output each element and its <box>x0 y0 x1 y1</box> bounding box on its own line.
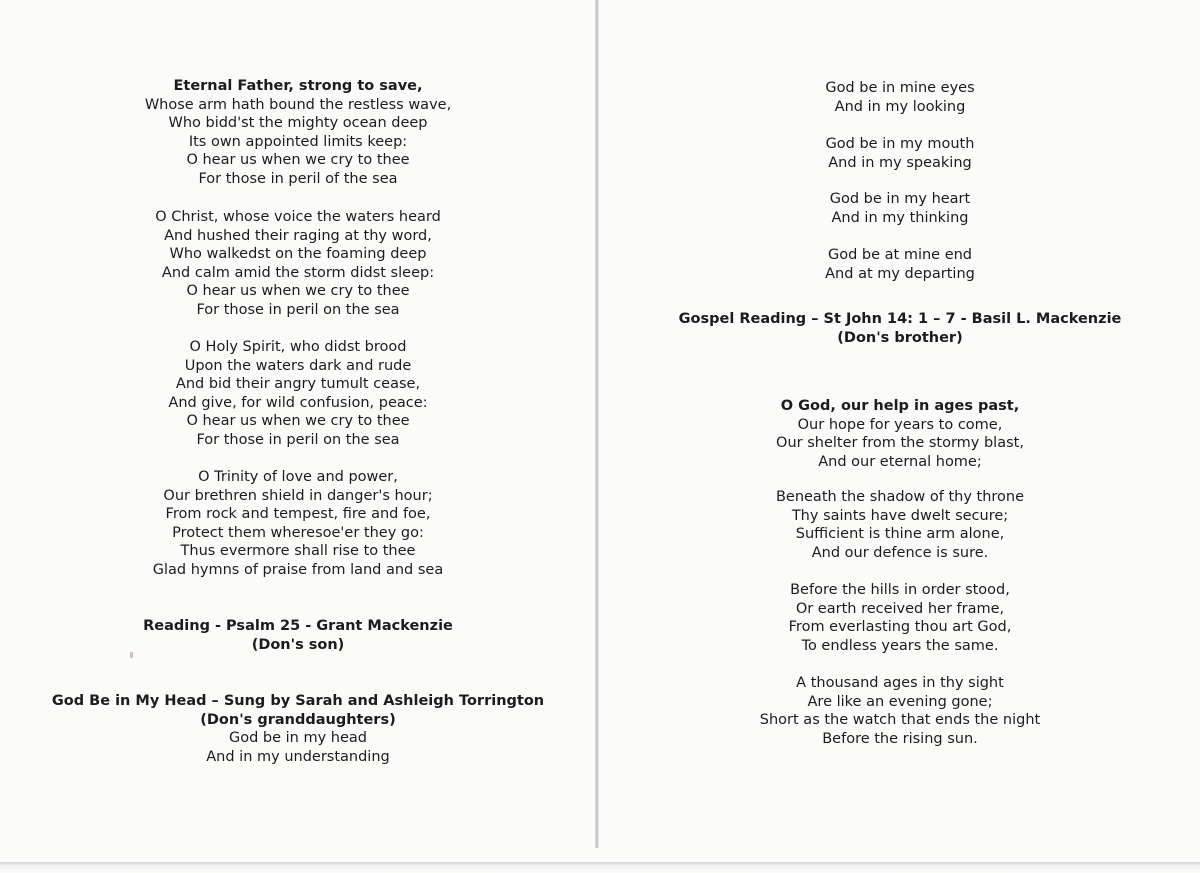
song-verse-eyes <box>600 79 1200 116</box>
hymn-line: Who bidd'st the mighty ocean deep <box>168 115 428 131</box>
song-line: And in my thinking <box>831 209 969 226</box>
hymn-line: O hear us when we cry to thee <box>186 152 410 168</box>
song-line: And at my departing <box>825 265 975 282</box>
hymn-line: A thousand ages in thy sight <box>796 675 1004 691</box>
hymn-line: From everlasting thou art God, <box>788 619 1012 635</box>
hymn-eternal-father-verse-4 <box>0 468 596 579</box>
reading-heading: Reading - Psalm 25 - Grant Mackenzie <box>143 618 453 634</box>
hymn-line: And bid their angry tumult cease, <box>175 376 421 392</box>
hymn-eternal-father-verse-1 <box>0 77 596 188</box>
song-heading: God Be in My Head – Sung by Sarah and Ashleigh Torrington <box>51 693 545 709</box>
hymn-line: Thus evermore shall rise to thee <box>180 543 416 559</box>
hymn-line: Short as the watch that ends the night <box>759 712 1041 728</box>
song-subheading: (Don's granddaughters) <box>200 711 396 728</box>
hymn-line: Our brethren shield in danger's hour; <box>163 487 433 504</box>
hymn-title: O God, our help in ages past, <box>780 398 1020 414</box>
hymn-line: For those in peril of the sea <box>198 170 398 187</box>
song-verse-end <box>600 246 1200 283</box>
song-line: God be at mine end <box>827 247 973 263</box>
gospel-subheading: (Don's brother) <box>837 329 963 346</box>
hymn-line: And our eternal home; <box>818 453 982 470</box>
hymn-line: Glad hymns of praise from land and sea <box>152 561 444 578</box>
hymn-o-god-verse-4 <box>600 674 1200 748</box>
hymn-o-god-verse-2 <box>600 488 1200 562</box>
hymn-title: Eternal Father, strong to save, <box>173 78 423 94</box>
song-line: And in my looking <box>834 98 966 115</box>
song-line: God be in my mouth <box>825 136 975 152</box>
reading-subheading: (Don's son) <box>251 636 345 653</box>
hymn-eternal-father-verse-2 <box>0 208 596 319</box>
hymn-line: Our hope for years to come, <box>797 416 1003 433</box>
hymn-o-god-verse-3 <box>600 581 1200 655</box>
hymn-line: For those in peril on the sea <box>196 431 400 448</box>
song-line: And in my understanding <box>206 748 390 765</box>
hymn-line: Thy saints have dwelt secure; <box>791 507 1009 524</box>
hymn-line: Its own appointed limits keep: <box>188 133 408 150</box>
hymn-line: And our defence is sure. <box>811 544 989 561</box>
hymn-eternal-father-verse-3 <box>0 338 596 449</box>
song-line: God be in my heart <box>829 191 971 207</box>
song-line: God be in mine eyes <box>825 80 975 96</box>
song-line: And in my speaking <box>828 154 972 171</box>
hymn-line: And calm amid the storm didst sleep: <box>161 264 435 281</box>
hymn-line: Or earth received her frame, <box>795 600 1005 617</box>
hymn-line: And give, for wild confusion, peace: <box>168 394 428 411</box>
hymn-line: Who walkedst on the foaming deep <box>169 246 427 262</box>
hymn-line: From rock and tempest, fire and foe, <box>165 506 431 522</box>
hymn-line: And hushed their raging at thy word, <box>164 227 432 244</box>
hymn-line: O hear us when we cry to thee <box>186 413 410 429</box>
hymn-line: Whose arm hath bound the restless wave, <box>144 96 452 113</box>
hymn-o-god-verse-1 <box>600 397 1200 471</box>
gospel-heading: Gospel Reading – St John 14: 1 – 7 - Basil L. Mackenzie <box>678 311 1122 327</box>
song-verse-heart <box>600 190 1200 227</box>
left-page <box>0 0 596 873</box>
hymn-line: Before the rising sun. <box>822 730 978 747</box>
hymn-line: Our shelter from the stormy blast, <box>776 435 1024 451</box>
reading-psalm-section <box>0 617 596 654</box>
hymn-line: O hear us when we cry to thee <box>186 283 410 299</box>
hymn-line: Protect them wheresoe'er they go: <box>172 524 424 541</box>
hymn-line: O Holy Spirit, who didst brood <box>189 339 407 355</box>
hymn-line: Sufficient is thine arm alone, <box>795 526 1005 542</box>
hymn-line: For those in peril on the sea <box>196 301 400 318</box>
hymn-line: Beneath the shadow of thy throne <box>775 489 1025 505</box>
hymn-line: O Trinity of love and power, <box>198 469 398 485</box>
song-verse-mouth <box>600 135 1200 172</box>
hymn-line: Before the hills in order stood, <box>790 582 1010 598</box>
hymn-line: Upon the waters dark and rude <box>184 357 412 374</box>
hymn-line: To endless years the same. <box>801 637 999 654</box>
song-god-be-in-my-head-section <box>0 692 596 766</box>
hymn-line: O Christ, whose voice the waters heard <box>155 209 441 225</box>
gospel-reading-section <box>600 310 1200 347</box>
right-page <box>600 0 1200 873</box>
hymn-line: Are like an evening gone; <box>807 693 993 710</box>
song-line: God be in my head <box>229 730 367 746</box>
